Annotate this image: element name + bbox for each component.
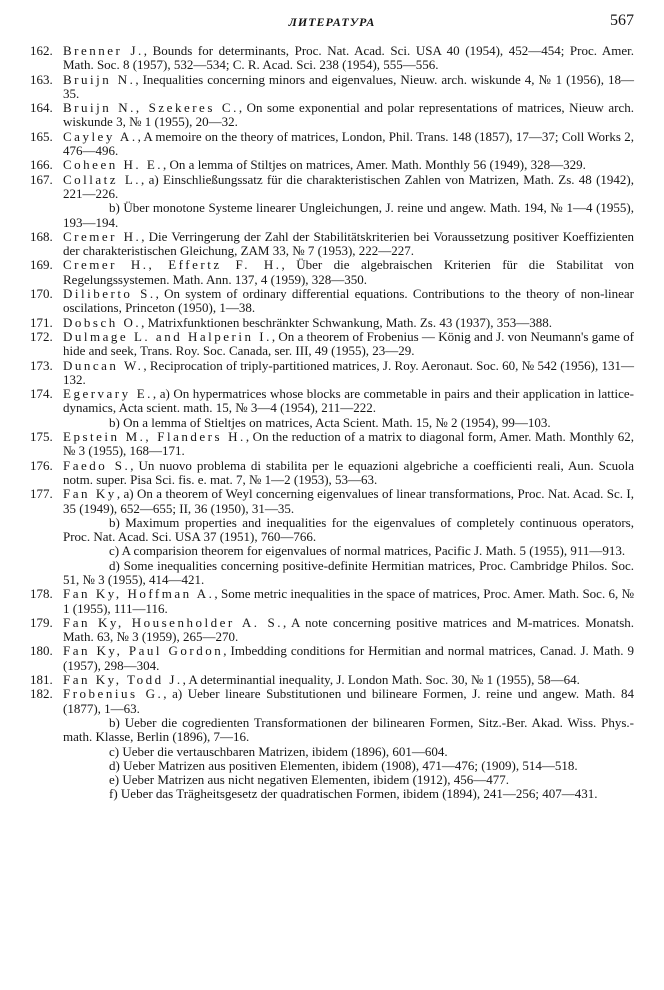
reference-main bbox=[63, 430, 634, 459]
reference-main bbox=[63, 459, 634, 488]
reference-text: c) Ueber die vertauschbaren Matrizen, ibidem (1896), 601—604. bbox=[109, 743, 448, 759]
reference-text: , Die Verringerung der Zahl der Stabilitätskriterien bei Voraussetzung positiver Koeffizienten der charakteristischen Gleichung, ZAM 33, № 7 (1953), 222—227. bbox=[63, 228, 634, 259]
reference-number: 182. bbox=[30, 686, 53, 702]
reference-main bbox=[63, 130, 634, 159]
reference-number: 174. bbox=[30, 386, 53, 402]
reference-subitem bbox=[63, 716, 634, 745]
reference-author: Collatz L. bbox=[63, 171, 142, 187]
reference-author: Coheen H. E. bbox=[63, 157, 164, 173]
reference-subitem bbox=[63, 787, 634, 801]
reference-subitem bbox=[63, 516, 634, 545]
reference-number: 175. bbox=[30, 429, 53, 445]
reference-author: Dulmage L. and Halperin I. bbox=[63, 328, 272, 344]
reference-main bbox=[63, 158, 634, 172]
reference-author: Fan Ky, Hoffman A. bbox=[63, 586, 215, 602]
reference-main bbox=[63, 644, 634, 673]
reference-main bbox=[63, 287, 634, 316]
reference-author: Diliberto S. bbox=[63, 286, 156, 302]
reference-text: , Reciprocation of triply-partitioned matrices, J. Roy. Aeronaut. Soc. 60, № 542 (1956), 131—132. bbox=[63, 357, 634, 387]
reference-number: 166. bbox=[30, 157, 53, 173]
reference-number: 169. bbox=[30, 257, 53, 273]
reference-text: b) Ueber die cogredienten Transformationen der bilinearen Formen, Sitz.-Ber. Akad. Wiss. Phys.-math. Klasse, Berlin (1896), 7—16. bbox=[63, 714, 634, 745]
reference-text: , Imbedding conditions for Hermitian and normal matrices, Canad. J. Math. 9 (1957), 298—304. bbox=[63, 643, 634, 673]
reference-number: 168. bbox=[30, 228, 53, 244]
reference-subitem bbox=[63, 416, 634, 430]
reference-text: , Un nuovo problema di stabilita per le equazioni algebriche a coefficienti reali, Aun. Scuola notm. super. Pisa Sci. fis. e. mat. 7, № 1—2 (1953), 53—63. bbox=[63, 457, 635, 487]
reference-entry bbox=[30, 44, 634, 73]
reference-text: f) Ueber das Trägheitsgesetz der quadratischen Formen, ibidem (1894), 241—256; 407—431. bbox=[109, 786, 598, 802]
reference-number: 178. bbox=[30, 586, 53, 602]
reference-number: 170. bbox=[30, 286, 53, 302]
reference-number: 179. bbox=[30, 614, 53, 630]
reference-main bbox=[63, 173, 634, 202]
reference-entry bbox=[30, 287, 634, 316]
reference-text: b) On a lemma of Stieltjes on matrices, Acta Scient. Math. 15, № 2 (1954), 99—103. bbox=[109, 414, 551, 430]
reference-number: 164. bbox=[30, 100, 53, 116]
reference-main bbox=[63, 359, 634, 388]
reference-author: Fan Ky bbox=[63, 486, 117, 502]
reference-main bbox=[63, 487, 634, 516]
reference-main bbox=[63, 587, 634, 616]
reference-subitem bbox=[63, 759, 634, 773]
reference-main bbox=[63, 330, 634, 359]
reference-subitem bbox=[63, 773, 634, 787]
reference-author: Fan Ky, Todd J. bbox=[63, 672, 183, 688]
reference-entry bbox=[30, 330, 634, 359]
reference-entry bbox=[30, 359, 634, 388]
reference-entry bbox=[30, 173, 634, 230]
reference-main bbox=[63, 44, 634, 73]
reference-author: Epstein M., Flanders H. bbox=[63, 429, 246, 445]
reference-text: , a) Ueber lineare Substitutionen und bilineare Formen, J. reine und angew. Math. 84 (1877), 1—63. bbox=[63, 686, 634, 716]
reference-number: 165. bbox=[30, 128, 53, 144]
reference-entry bbox=[30, 430, 634, 459]
running-head: ЛИТЕРАТУРА bbox=[288, 15, 376, 29]
reference-text: c) A comparision theorem for eigenvalues of normal matrices, Pacific J. Math. 5 (1955), 911—913. bbox=[109, 543, 626, 559]
reference-number: 167. bbox=[30, 171, 53, 187]
reference-entry bbox=[30, 687, 634, 801]
reference-entry bbox=[30, 644, 634, 673]
reference-text: e) Ueber Matrizen aus nicht negativen Elementen, ibidem (1912), 456—477. bbox=[109, 772, 509, 788]
reference-author: Faedo S. bbox=[63, 457, 131, 473]
reference-entry bbox=[30, 616, 634, 645]
reference-author: Egervary E. bbox=[63, 386, 153, 402]
reference-number: 180. bbox=[30, 643, 53, 659]
reference-entry bbox=[30, 101, 634, 130]
reference-entry bbox=[30, 130, 634, 159]
reference-text: , A memoire on the theory of matrices, London, Phil. Trans. 148 (1857), 17—37; Coll Works 2, 476—496. bbox=[63, 128, 634, 159]
reference-text: , A note concerning positive matrices and M-matrices. Monatsh. Math. 63, № 3 (1959), 265—270. bbox=[63, 614, 635, 645]
reference-main bbox=[63, 316, 634, 330]
reference-text: , A determinantial inequality, J. London Math. Soc. 30, № 1 (1955), 58—64. bbox=[182, 672, 580, 688]
reference-author: Cremer H. bbox=[63, 228, 142, 244]
page-number: 567 bbox=[610, 12, 634, 29]
reference-text: , a) Einschließungssatz für die charakteristischen Zahlen von Matrizen, Math. Zs. 48 (1942), 221—226. bbox=[63, 171, 634, 201]
reference-list bbox=[30, 44, 634, 802]
reference-author: Duncan W. bbox=[63, 357, 144, 373]
reference-author: Frobenius G. bbox=[63, 686, 164, 702]
reference-text: , On system of ordinary differential equations. Contributions to the theory of non-linear oscilations, Princeton (1950), 1—38. bbox=[63, 286, 634, 316]
reference-author: Cremer H., Effertz F. H. bbox=[63, 257, 282, 273]
reference-subitem bbox=[63, 559, 634, 588]
reference-author: Cayley A. bbox=[63, 128, 138, 144]
reference-main bbox=[63, 387, 634, 416]
reference-entry bbox=[30, 230, 634, 259]
reference-author: Bruijn N., Szekeres C. bbox=[63, 100, 239, 116]
reference-author: Fan Ky, Housenholder A. S. bbox=[63, 614, 284, 630]
reference-text: , On the reduction of a matrix to diagonal form, Amer. Math. Monthly 62, № 3 (1955), 168—171. bbox=[63, 429, 634, 459]
reference-author: Fan Ky, Paul Gordon bbox=[63, 643, 224, 659]
reference-entry bbox=[30, 387, 634, 430]
reference-text: , Some metric inequalities in the space of matrices, Proc. Amer. Math. Soc. 6, № 1 (1955), 111—116. bbox=[63, 586, 634, 616]
reference-number: 177. bbox=[30, 486, 53, 502]
reference-subitem bbox=[63, 544, 634, 558]
reference-number: 162. bbox=[30, 43, 53, 58]
reference-main bbox=[63, 73, 634, 102]
reference-number: 172. bbox=[30, 328, 53, 344]
reference-number: 176. bbox=[30, 457, 53, 473]
reference-text: , On some exponential and polar representations of matrices, Nieuw arch. wiskunde 3, № 1 (1955), 20—32. bbox=[63, 100, 634, 130]
reference-subitem bbox=[63, 201, 634, 230]
reference-text: , Bounds for determinants, Proc. Nat. Acad. Sci. USA 40 (1954), 452—454; Proc. Amer. Math. Soc. 8 (1957), 532—534; C. R. Acad. Sci. 238 (1954), 555—556. bbox=[63, 43, 634, 73]
reference-main bbox=[63, 230, 634, 259]
reference-text: d) Some inequalities concerning positive-definite Hermitian matrices, Proc. Cambridge Philos. Soc. 51, № 3 (1955), 414—421. bbox=[63, 557, 634, 587]
reference-number: 173. bbox=[30, 357, 53, 373]
reference-main bbox=[63, 673, 634, 687]
reference-main bbox=[63, 687, 634, 716]
reference-number: 171. bbox=[30, 314, 53, 330]
reference-number: 181. bbox=[30, 672, 53, 688]
reference-entry bbox=[30, 158, 634, 172]
reference-text: b) Über monotone Systeme linearer Ungleichungen, J. reine und angew. Math. 194, № 1—4 (1955), 193—194. bbox=[63, 200, 634, 230]
reference-text: d) Ueber Matrizen aus positiven Elementen, ibidem (1908), 471—476; (1909), 514—518. bbox=[109, 757, 578, 773]
reference-entry bbox=[30, 673, 634, 687]
reference-subitem bbox=[63, 745, 634, 759]
reference-entry bbox=[30, 258, 634, 287]
reference-text: , a) On a theorem of Weyl concerning eigenvalues of linear transformations, Proc. Nat. Acad. Sc. I, 35 (1949), 652—655; II, 36 (1950), 31—35. bbox=[63, 486, 635, 516]
reference-text: , On a lemma of Stiltjes on matrices, Amer. Math. Monthly 56 (1949), 328—329. bbox=[163, 157, 586, 173]
reference-entry bbox=[30, 459, 634, 488]
reference-main bbox=[63, 101, 634, 130]
reference-text: , a) On hypermatrices whose blocks are commetable in pairs and their application in lattice-dynamics, Acta scient. math. 15, № 3—4 (1954), 211—222. bbox=[63, 386, 634, 416]
reference-main bbox=[63, 616, 634, 645]
reference-text: , Über die algebraischen Kriterien für die Stabilitat von Regelungssystemen. Math. Ann. 137, 4 (1959), 328—350. bbox=[63, 257, 634, 287]
reference-entry bbox=[30, 316, 634, 330]
reference-entry bbox=[30, 73, 634, 102]
reference-text: , Inequalities concerning minors and eigenvalues, Nieuw. arch. wiskunde 4, № 1 (1956), 18—35. bbox=[63, 71, 634, 101]
reference-author: Bruijn N. bbox=[63, 71, 136, 87]
reference-author: Dobsch O. bbox=[63, 314, 142, 330]
reference-entry bbox=[30, 487, 634, 587]
page-header bbox=[30, 12, 634, 34]
reference-text: , On a theorem of Frobenius — König and J. von Neumann's game of hide and seek, Trans. Roy. Soc. Canada, ser. III, 49 (1955), 23—29. bbox=[63, 328, 634, 359]
reference-text: b) Maximum properties and inequalities for the eigenvalues of completely continuous operators, Proc. Nat. Acad. Sci. USA 37 (1951), 760—766. bbox=[63, 514, 634, 545]
reference-text: , Matrixfunktionen beschränkter Schwankung, Math. Zs. 43 (1937), 353—388. bbox=[141, 314, 552, 330]
reference-main bbox=[63, 258, 634, 287]
reference-number: 163. bbox=[30, 71, 53, 87]
reference-entry bbox=[30, 587, 634, 616]
reference-author: Brenner J. bbox=[63, 43, 144, 58]
